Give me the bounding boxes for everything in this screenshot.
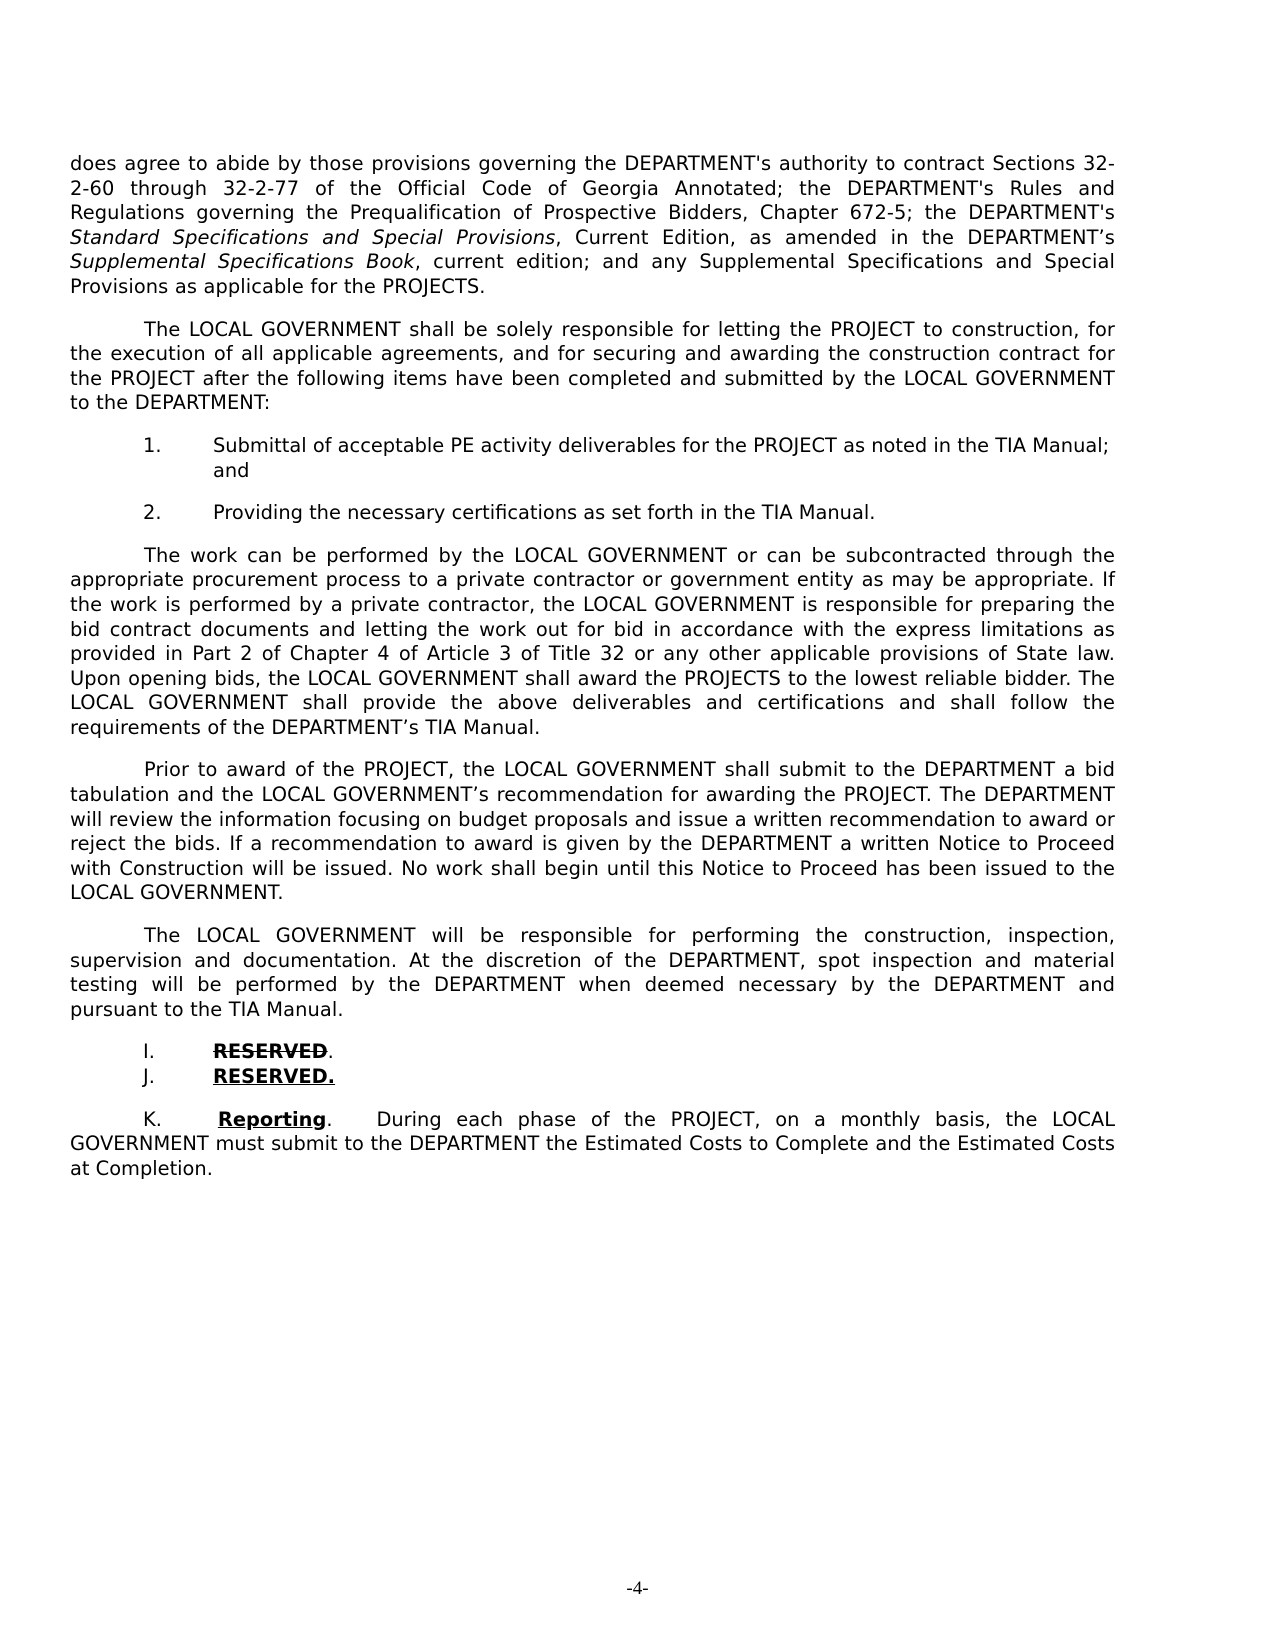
lettered-item-marker: J.: [143, 1065, 155, 1088]
list-item-marker: 1.: [143, 433, 162, 457]
italic-standard-specifications: Standard Specifications and Special Provisions: [70, 225, 556, 249]
lettered-item-heading-wrapper: [213, 1065, 335, 1090]
paragraph-text-segment: , current edition; and any Supplemental Specifications and Special Provisions as applicable for the PROJECTS.: [70, 250, 1115, 298]
lettered-item-heading: RESERVED.: [213, 1065, 336, 1088]
lettered-item-marker: I.: [143, 1040, 155, 1064]
list-item: [70, 434, 1115, 483]
lettered-item-heading-wrapper: [213, 1040, 334, 1065]
lettered-item-heading: RESERVED: [213, 1040, 328, 1064]
reporting-heading: Reporting: [217, 1107, 327, 1131]
paragraph-prior-to-award: Prior to award of the PROJECT, the LOCAL GOVERNMENT shall submit to the DEPARTMENT a bid tabulation and the LOCAL GOVERNMENT’s recommendation for awarding the PROJECT. The DEPARTMENT will review the information focusing on budget proposals and issue a written recommendation to award or reject the bids. If a recommendation to award is given by the DEPARTMENT a written Notice to Proceed with Construction will be issued. No work shall begin until this Notice to Proceed has been issued to the LOCAL GOVERNMENT.: [70, 758, 1115, 905]
paragraph-text-segment: , Current Edition, as amended in the DEPARTMENT’s: [555, 225, 1115, 249]
paragraph-agreement-provisions: [70, 152, 1115, 300]
reporting-marker: K.: [143, 1107, 162, 1131]
page-number: -4-: [626, 1578, 649, 1599]
lettered-item-i: [70, 1040, 1115, 1065]
page-content: [70, 152, 1115, 1181]
paragraph-text-segment: does agree to abide by those provisions governing the DEPARTMENT's authority to contract Sections 32-2-60 through 32-2-77 of the Official Code of Georgia Annotated; the DEPARTMENT's Rules and Regulations governing the Prequalification of Prospective Bidders, Chapter 672-5; the DEPARTMENT's: [70, 152, 1115, 225]
paragraph-construction-inspection: The LOCAL GOVERNMENT will be responsible for performing the construction, inspection, supervision and documentation. At the discretion of the DEPARTMENT, spot inspection and material testing will be performed by the DEPARTMENT when deemed necessary by the DEPARTMENT and pursuant to the TIA Manual.: [70, 924, 1115, 1021]
italic-supplemental-specifications-book: Supplemental Specifications Book: [70, 250, 415, 274]
lettered-items-block: [70, 1040, 1115, 1089]
paragraph-reporting: [70, 1108, 1115, 1182]
reporting-text: During each phase of the PROJECT, on a monthly basis, the LOCAL GOVERNMENT must submit to the DEPARTMENT the Estimated Costs to Complete and the Estimated Costs at Completion.: [70, 1107, 1116, 1180]
reporting-heading-period: .: [326, 1107, 333, 1131]
list-item-text: Providing the necessary certifications as set forth in the TIA Manual.: [213, 501, 876, 525]
page-footer: [0, 1578, 1275, 1600]
list-item: [70, 501, 1115, 526]
list-item-marker: 2.: [143, 501, 162, 525]
paragraph-local-government-responsible: The LOCAL GOVERNMENT shall be solely responsible for letting the PROJECT to construction, for the execution of all applicable agreements, and for securing and awarding the construction contract for the PROJECT after the following items have been completed and submitted by the LOCAL GOVERNMENT to the DEPARTMENT:: [70, 317, 1115, 415]
lettered-item-trailing: .: [327, 1040, 334, 1064]
lettered-item-j: [70, 1065, 1115, 1090]
paragraph-work-performed: The work can be performed by the LOCAL GOVERNMENT or can be subcontracted through the appropriate procurement process to a private contractor or government entity as may be appropriate. If the work is performed by a private contractor, the LOCAL GOVERNMENT is responsible for preparing the bid contract documents and letting the work out for bid in accordance with the express limitations as provided in Part 2 of Chapter 4 of Article 3 of Title 32 or any other applicable provisions of State law. Upon opening bids, the LOCAL GOVERNMENT shall award the PROJECTS to the lowest reliable bidder. The LOCAL GOVERNMENT shall provide the above deliverables and certifications and shall follow the requirements of the DEPARTMENT’s TIA Manual.: [70, 543, 1115, 739]
list-item-text: Submittal of acceptable PE activity deliverables for the PROJECT as noted in the TIA Manual; and: [213, 433, 1110, 482]
